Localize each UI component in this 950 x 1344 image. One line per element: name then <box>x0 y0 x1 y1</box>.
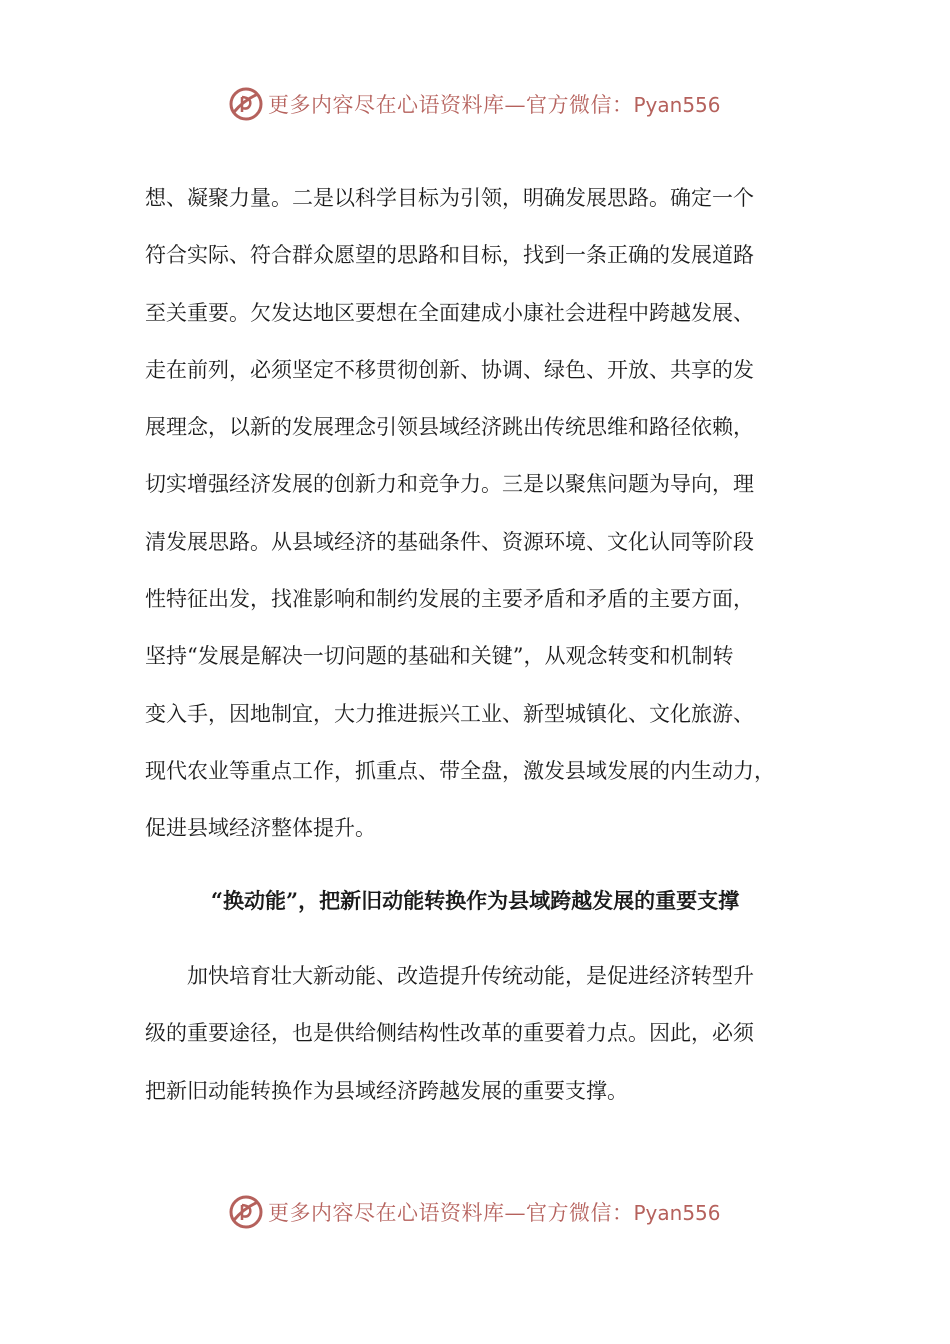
text-line: 变入手，因地制宜，大力推进振兴工业、新型城镇化、文化旅游、 <box>145 701 754 726</box>
header-banner-text: 更多内容尽在心语资料库—官方微信：Pyan556 <box>268 93 721 117</box>
text-line: 符合实际、符合群众愿望的思路和目标，找到一条正确的发展道路 <box>145 243 754 268</box>
text-line: 切实增强经济发展的创新力和竞争力。三是以聚焦问题为导向，理 <box>145 472 754 497</box>
text-line: 加快培育壮大新动能、改造提升传统动能，是促进经济转型升 <box>187 964 754 988</box>
paragraph-2 <box>145 948 805 1120</box>
text-line: 清发展思路。从县域经济的基础条件、资源环境、文化认同等阶段 <box>145 529 754 554</box>
text-line: 促进县域经济整体提升。 <box>145 816 376 841</box>
header-watermark-banner <box>228 82 721 126</box>
section-heading: “换动能”，把新旧动能转换作为县域跨越发展的重要支撑 <box>210 888 740 913</box>
watermark-logo-icon <box>228 1194 264 1230</box>
text-line: 现代农业等重点工作，抓重点、带全盘，激发县域发展的内生动力， <box>145 758 775 783</box>
text-line: 走在前列，必须坚定不移贯彻创新、协调、绿色、开放、共享的发 <box>145 357 754 382</box>
text-line: 想、凝聚力量。二是以科学目标为引领，明确发展思路。确定一个 <box>145 186 754 210</box>
footer-banner-text: 更多内容尽在心语资料库—官方微信：Pyan556 <box>268 1201 721 1225</box>
footer-watermark-banner <box>228 1190 721 1234</box>
text-line: 级的重要途径，也是供给侧结构性改革的重要着力点。因此，必须 <box>145 1021 754 1046</box>
text-line: 至关重要。欠发达地区要想在全面建成小康社会进程中跨越发展、 <box>145 300 754 325</box>
watermark-logo-icon <box>228 86 264 122</box>
text-line: 把新旧动能转换作为县域经济跨越发展的重要支撑。 <box>145 1078 628 1103</box>
text-line: 性特征出发，找准影响和制约发展的主要矛盾和矛盾的主要方面， <box>145 587 754 612</box>
text-line: 展理念，以新的发展理念引领县域经济跳出传统思维和路径依赖， <box>145 415 754 440</box>
paragraph-1 <box>145 170 805 858</box>
text-line: 坚持“发展是解决一切问题的基础和关键”，从观念转变和机制转 <box>145 644 734 669</box>
